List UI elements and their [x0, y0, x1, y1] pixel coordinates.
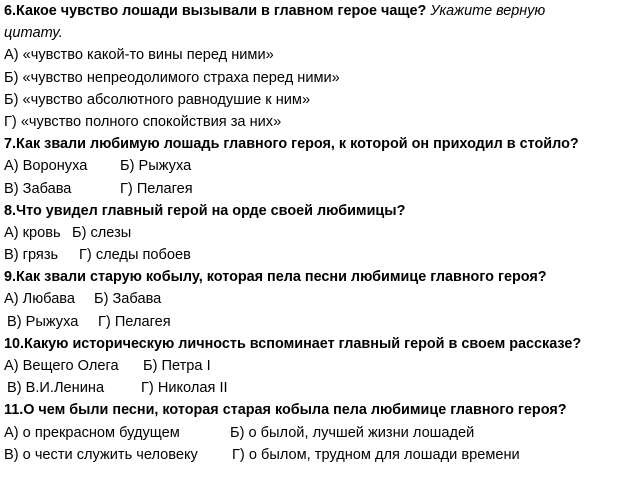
question-11-option-b: Б) о былой, лучшей жизни лошадей [230, 424, 475, 441]
question-8-option-b: Б) слезы [72, 224, 132, 241]
question-6-text: 6.Какое чувство лошади вызывали в главном герое чаще? [4, 3, 427, 19]
question-10-option-g: Г) Николая II [141, 380, 228, 397]
question-7-options-row-2 [4, 178, 630, 200]
question-8-option-v: В) грязь [4, 247, 59, 264]
question-10-options-row-1 [4, 355, 630, 377]
question-11-option-a: А) о прекрасном будущем [4, 424, 180, 441]
question-11-options-row-2 [4, 444, 630, 466]
question-8-options-row-2 [4, 244, 630, 266]
question-6-hint: Укажите верную [430, 3, 546, 19]
question-7-options-row-1 [4, 155, 630, 177]
question-8-option-g: Г) следы побоев [79, 247, 191, 264]
question-6-option-a: А) «чувство какой-то вины перед ними» [4, 47, 274, 64]
question-11-option-v: В) о чести служить человеку [4, 446, 198, 463]
question-10-options-row-2 [4, 377, 630, 399]
question-7-option-b: Б) Рыжуха [120, 158, 192, 175]
question-9-option-b: Б) Забава [94, 291, 162, 308]
question-11-text: 11.О чем были песни, которая старая кобыла пела любимице главного героя? [4, 402, 567, 419]
question-11-options-row-1 [4, 422, 630, 444]
question-10-option-a: А) Вещего Олега [4, 358, 119, 374]
question-7-option-v: В) Забава [4, 180, 72, 197]
question-9-option-a: А) Любава [4, 291, 76, 308]
question-6 [4, 0, 630, 22]
question-8-text: 8.Что увидел главный герой на орде своей любимицы? [4, 202, 406, 219]
question-7-text: 7.Как звали любимую лошадь главного героя, к которой он приходил в стойло? [4, 136, 579, 153]
question-10-option-b: Б) Петра I [143, 358, 211, 374]
question-9-option-g: Г) Пелагея [98, 313, 171, 330]
quiz-document [4, 0, 630, 466]
question-9-text: 9.Как звали старую кобылу, которая пела песни любимице главного героя? [4, 269, 547, 286]
question-10-option-v: В) В.И.Ленина [7, 380, 105, 397]
question-7-option-a: А) Воронуха [4, 158, 88, 175]
question-8-options-row-1 [4, 222, 630, 244]
question-6-option-b-second: Б) «чувство абсолютного равнодушие к ним» [4, 91, 311, 108]
question-10-text: 10.Какую историческую личность вспоминает главный герой в своем рассказе? [4, 335, 582, 352]
question-9-options-row-1 [4, 288, 630, 310]
question-9-option-v: В) Рыжуха [7, 313, 79, 330]
question-6-option-b: Б) «чувство непреодолимого страха перед ними» [4, 69, 340, 86]
question-7-option-g: Г) Пелагея [120, 180, 193, 197]
question-6-option-g: Г) «чувство полного спокойствия за них» [4, 113, 282, 130]
question-11-option-g: Г) о былом, трудном для лошади времени [232, 446, 520, 463]
question-9-options-row-2 [4, 311, 630, 333]
question-6-hint-continuation: цитату. [4, 25, 63, 42]
question-8-option-a: А) кровь [4, 224, 61, 241]
